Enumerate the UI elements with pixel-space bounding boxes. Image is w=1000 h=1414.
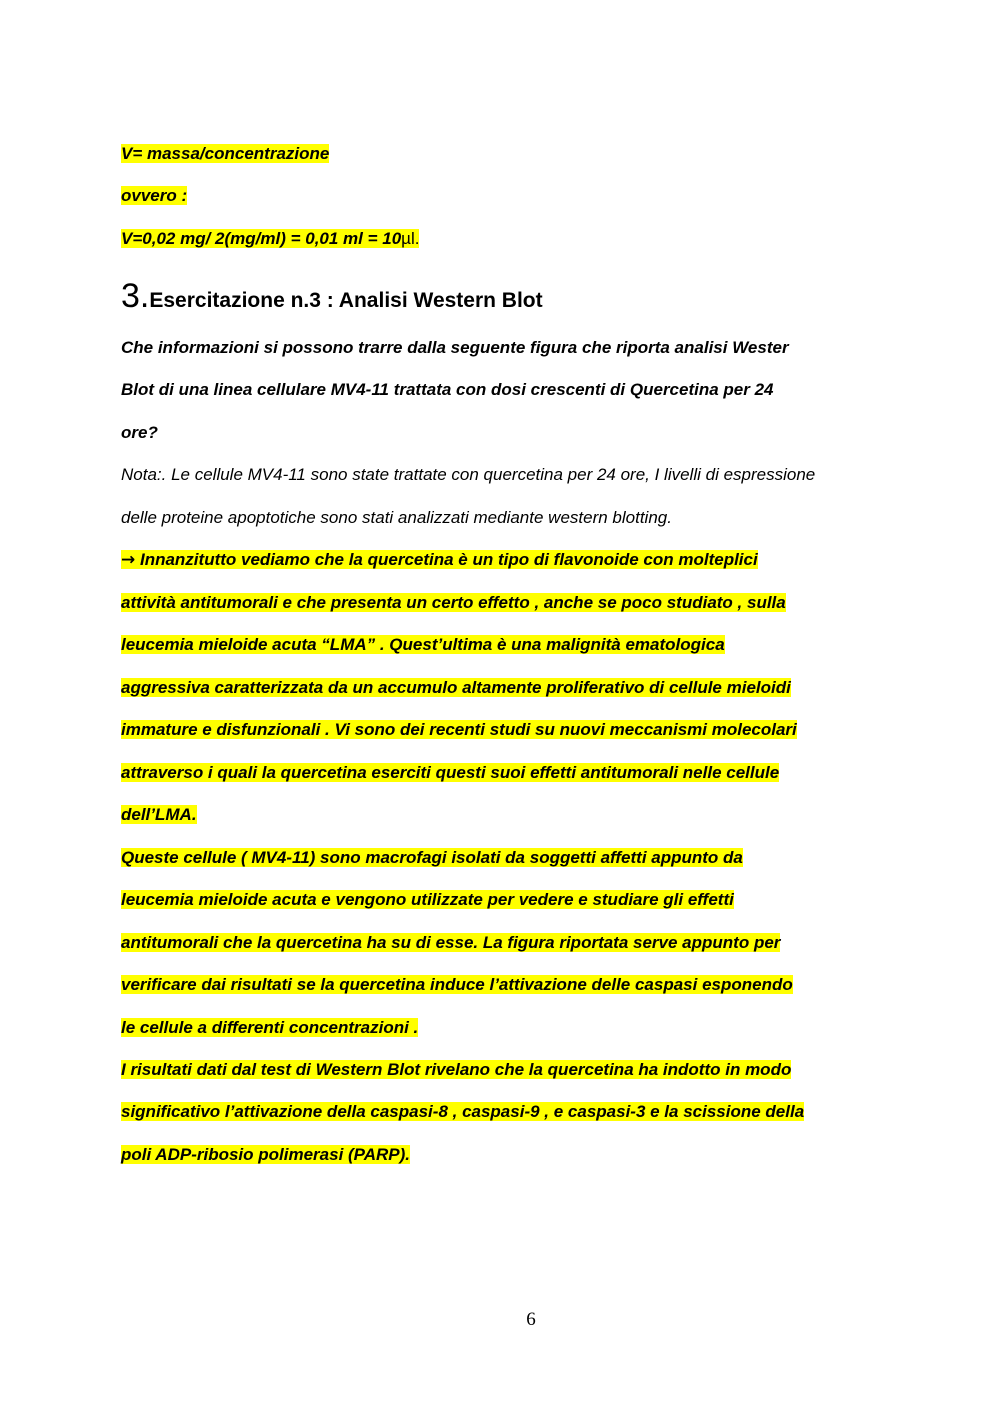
formula-line-3: V=0,02 mg/ 2(mg/ml) = 0,01 ml = 10µl.: [121, 229, 420, 248]
section-title: Esercitazione n.3 : Analisi Western Blot: [149, 289, 543, 312]
answer-line: immature e disfunzionali . Vi sono dei recenti studi su nuovi meccanismi molecolari: [121, 720, 797, 739]
answer-line: verificare dai risultati se la quercetina induce l’attivazione delle caspasi esponendo: [121, 975, 793, 994]
answer-line: I risultati dati dal test di Western Blot rivelano che la quercetina ha indotto in modo: [121, 1060, 792, 1079]
answer-line: Queste cellule ( MV4-11) sono macrofagi isolati da soggetti affetti appunto da: [121, 848, 743, 867]
answer-line: significativo l’attivazione della caspasi-8 , caspasi-9 , e caspasi-3 e la scissione della: [121, 1102, 805, 1121]
section-number: 3.: [121, 277, 150, 315]
answer-line: aggressiva caratterizzata da un accumulo altamente proliferativo di cellule mieloidi: [121, 678, 791, 697]
question-line: Blot di una linea cellulare MV4-11 trattata con dosi crescenti di Quercetina per 24: [121, 380, 774, 399]
note-line: delle proteine apoptotiche sono stati analizzati mediante western blotting.: [121, 508, 672, 527]
answer-line: attività antitumorali e che presenta un certo effetto , anche se poco studiato , sulla: [121, 593, 786, 612]
question-line: ore?: [121, 423, 158, 442]
arrow-right-icon: →: [121, 550, 136, 570]
question-line: Che informazioni si possono trarre dalla seguente figura che riporta analisi Wester: [121, 338, 789, 357]
answer-line: attraverso i quali la quercetina eserciti questi suoi effetti antitumorali nelle cellule: [121, 763, 780, 782]
formula-line-1: V= massa/concentrazione: [121, 144, 330, 163]
page-number: 6: [526, 1309, 536, 1330]
section-heading: [121, 276, 543, 321]
answer-line: antitumorali che la quercetina ha su di esse. La figura riportata serve appunto per: [121, 933, 781, 952]
answer-line: → Innanzitutto vediamo che la quercetina è un tipo di flavonoide con molteplici: [121, 550, 758, 570]
answer-line: le cellule a differenti concentrazioni .: [121, 1018, 419, 1037]
formula-line-2: ovvero :: [121, 186, 188, 205]
answer-line: leucemia mieloide acuta e vengono utilizzate per vedere e studiare gli effetti: [121, 890, 734, 909]
answer-line: leucemia mieloide acuta “LMA” . Quest’ultima è una malignità ematologica: [121, 635, 725, 654]
answer-line: dell’LMA.: [121, 805, 197, 824]
answer-line: poli ADP-ribosio polimerasi (PARP).: [121, 1145, 411, 1164]
note-line: Nota:. Le cellule MV4-11 sono state trattate con quercetina per 24 ore, I livelli di espressione: [121, 465, 816, 484]
